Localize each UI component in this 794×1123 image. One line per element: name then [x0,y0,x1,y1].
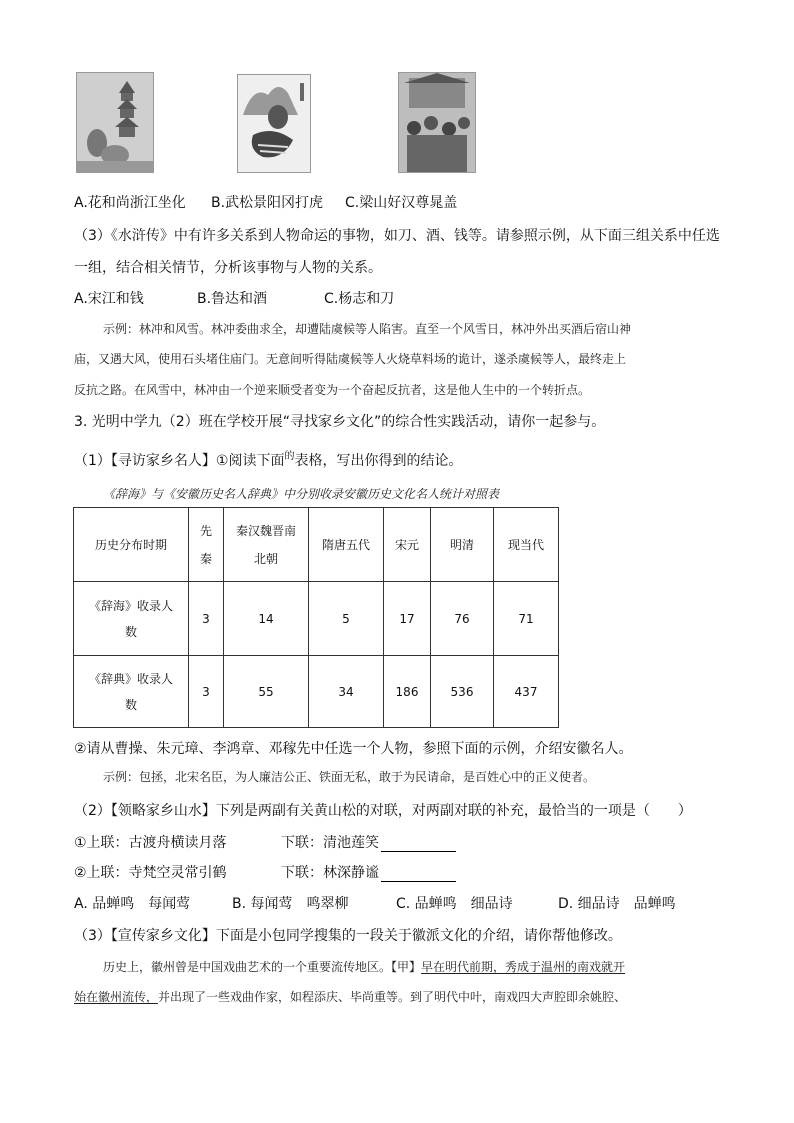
table-header-row [74,508,559,582]
part1-title [74,450,462,470]
part1-title-sup: 的 [284,451,295,462]
cell: 55 [224,656,309,728]
paragraph-line2 [74,988,626,1005]
paragraph-line2-b: 并出现了一些戏曲作家，如程添庆、毕尚重等。到了明代中叶，南戏四大声腔即余姚腔、 [158,990,627,1004]
q3-option-c: C.杨志和刀 [324,291,395,307]
table-caption: 《辞海》与《安徽历史名人辞典》中分别收录安徽历史文化名人统计对照表 [103,487,500,501]
q2-option-c: C.梁山好汉尊晁盖 [345,195,458,211]
couplet-1-upper: ①上联：古渡舟横读月落 [74,835,227,851]
cell: 5 [309,582,384,656]
part2-option-a: A. 品蝉鸣 每闻莺 [74,896,191,912]
row-label-cidian: 《辞典》收录人数 [74,656,189,728]
cell: 536 [431,656,494,728]
illustration-tiger-fight [237,74,311,173]
part1-title-text: （1）【寻访家乡名人】①阅读下面 [74,453,285,469]
part2-option-c: C. 品蝉鸣 细品诗 [396,896,513,912]
cell: 34 [309,656,384,728]
header-sui-tang: 隋唐五代 [309,508,384,582]
paragraph-line1-underlined: 早在明代前期，秀成于温州的南戏就开 [421,960,626,974]
header-qin-han: 秦汉魏晋南北朝 [224,508,309,582]
q3-prompt-line1: （3）《水浒传》中有许多关系到人物命运的事物，如刀、酒、钱等。请参照示例，从下面三组关系中任选 [74,228,720,244]
section3-title: 3. 光明中学九（2）班在学校开展“寻找家乡文化”的综合性实践活动，请你一起参与。 [74,414,606,430]
part2-option-b: B. 每闻莺 鸣翠柳 [232,896,349,912]
q3-option-b: B.鲁达和酒 [197,291,268,307]
table-row [74,582,559,656]
q3-example-line3: 反抗之路。在风雪中，林冲由一个逆来顺受者变为一个奋起反抗者，这是他人生中的一个转折点。 [74,383,591,397]
cell: 3 [189,582,224,656]
cell: 3 [189,656,224,728]
cell: 186 [384,656,431,728]
part3-title: （3）【宣传家乡文化】下面是小包同学搜集的一段关于徽派文化的介绍，请你帮他修改。 [74,928,622,944]
table-row [74,656,559,728]
q3-example-line1: 示例：林冲和风雪。林冲委曲求全，却遭陆虞候等人陷害。直至一个风雪日，林冲外出买酒后宿山神 [103,322,632,336]
header-song-yuan: 宋元 [384,508,431,582]
q3-option-a: A.宋江和钱 [74,291,144,307]
illustration-pagoda [76,72,154,173]
cell: 437 [494,656,559,728]
header-modern: 现当代 [494,508,559,582]
header-period: 历史分布时期 [74,508,189,582]
cell: 71 [494,582,559,656]
tiger-fight-icon [238,75,310,172]
couplet-1-lower: 下联：清池莲笑 [281,835,379,851]
cell: 76 [431,582,494,656]
stats-table [73,507,559,728]
couplet-2-lower: 下联：林深静谧 [281,865,379,881]
part1-title-rest: 表格，写出你得到的结论。 [294,453,463,469]
couplet-1-lower-wrap [281,832,456,852]
header-ming-qing: 明清 [431,508,494,582]
q2-option-a: A.花和尚浙江坐化 [74,195,186,211]
part1-example: 示例：包拯，北宋名臣，为人廉洁公正、铁面无私，敢于为民请命，是百姓心中的正义使者。 [103,770,596,784]
couplet-2-lower-wrap [281,862,456,882]
part1-question2: ②请从曹操、朱元璋、李鸿章、邓稼先中任选一个人物，参照下面的示例，介绍安徽名人。 [74,741,633,757]
pagoda-scene-icon [77,73,153,172]
header-pre-qin: 先秦 [189,508,224,582]
crowd-scene-icon [399,73,475,172]
q3-prompt-line2: 一组，结合相关情节，分析该事物与人物的关系。 [74,260,382,276]
paragraph-line1-a: 历史上，徽州曾是中国戏曲艺术的一个重要流传地区。【甲】 [103,960,422,974]
paragraph-line1 [103,958,625,975]
part2-option-d: D. 细品诗 品蝉鸣 [558,896,676,912]
illustration-crowd [398,72,476,173]
q2-option-b: B.武松景阳冈打虎 [211,195,324,211]
part2-title: （2）【领略家乡山水】下列是两副有关黄山松的对联，对两副对联的补充，最恰当的一项是（ ） [74,803,692,819]
couplet-2-upper: ②上联：寺梵空灵常引鹤 [74,865,227,881]
couplet-2-blank [381,867,456,882]
cell: 14 [224,582,309,656]
paragraph-line2-underlined: 始在徽州流传， [74,990,159,1004]
q3-example-line2: 庙，又遇大风，使用石头堵住庙门。无意间听得陆虞候等人火烧草料场的诡计，遂杀虞候等人，最终走上 [74,352,627,366]
row-label-cihai: 《辞海》收录人数 [74,582,189,656]
couplet-1-blank [381,837,456,852]
cell: 17 [384,582,431,656]
